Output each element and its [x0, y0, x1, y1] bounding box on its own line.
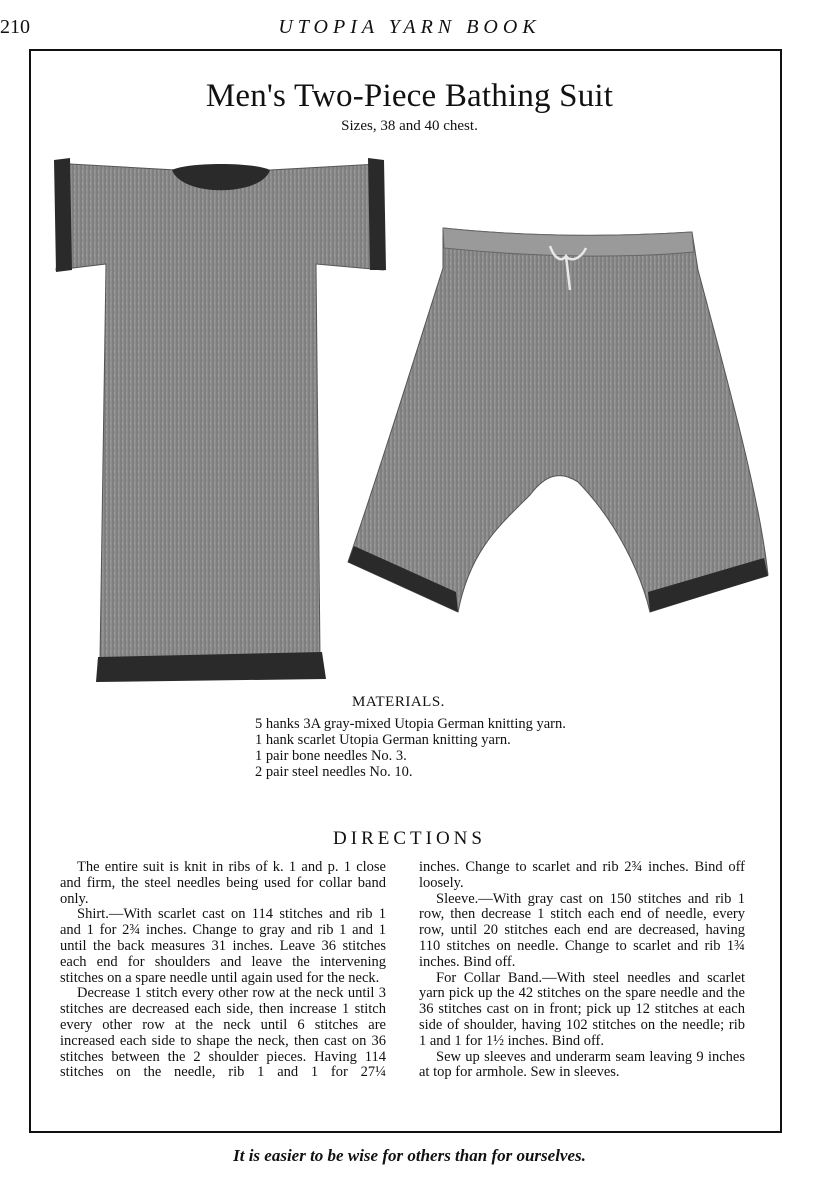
directions-right-column: [419, 860, 745, 1081]
page-title: Men's Two-Piece Bathing Suit: [205, 78, 614, 114]
direction-paragraph: Sleeve.—With gray cast on 150 stitches and rib 1 row, then decrease 1 stitch each end of needle, every row, until 20 stitches each end are decreased, having 110 stitches on needle. Change to scarlet and rib 1¾ inches. Bind off.: [419, 890, 745, 970]
directions-heading: DIRECTIONS: [333, 828, 486, 849]
direction-paragraph: inches. Change to scarlet and rib 2¾ inches. Bind off loosely.: [419, 859, 745, 891]
materials-heading: MATERIALS.: [352, 694, 445, 710]
page-number: 210: [0, 16, 30, 38]
sizes-subtitle: Sizes, 38 and 40 chest.: [341, 118, 478, 134]
materials-list: [240, 716, 580, 780]
direction-paragraph: For Collar Band.—With steel needles and scarlet yarn pick up the 42 stitches on the spare needle and the 36 stitches cast on in front; pick up 12 stitches at each side of shoulder, having 102 stitches on the needle; rib 1 and 1 for 1½ inches. Bind off.: [419, 969, 745, 1049]
running-title: UTOPIA YARN BOOK: [278, 16, 541, 38]
direction-paragraph: Shirt.—With scarlet cast on 114 stitches and rib 1 and 1 for 2¾ inches. Change to gray and rib 1 and 1 until the back measures 31 inches. Leave 36 stitches each end for shoulders and leave the intervening stitches on a spare needle until again used for the neck.: [60, 906, 386, 986]
material-item: 5 hanks 3A gray-mixed Utopia German knitting yarn.: [255, 716, 566, 732]
trunks-illustration: [340, 220, 775, 620]
direction-paragraph: Sew up sleeves and underarm seam leaving 9 inches at top for armhole. Sew in sleeves.: [419, 1048, 745, 1081]
direction-paragraph: The entire suit is knit in ribs of k. 1 and p. 1 close and firm, the steel needles being used for collar band only.: [60, 859, 386, 907]
trunks-body: [348, 228, 768, 612]
directions-left-column: [60, 860, 386, 1081]
shirt-body: [56, 164, 384, 660]
shirt-hem-trim: [96, 652, 326, 682]
material-item: 2 pair steel needles No. 10.: [255, 764, 413, 780]
material-item: 1 pair bone needles No. 3.: [255, 748, 407, 764]
material-item: 1 hank scarlet Utopia German knitting yarn.: [255, 732, 511, 748]
footer-motto: It is easier to be wise for others than for ourselves.: [233, 1146, 586, 1165]
direction-paragraph: Decrease 1 stitch every other row at the neck until 3 stitches are decreased each side, then increase 1 stitch every other row at the neck until 6 stitches are increased each side to shape the neck, then cast on 36 stitches between the 2 shoulder pieces. Having 114 stitches on the needle, rib 1 and 1 for 27¼: [60, 985, 386, 1081]
left-sleeve-trim: [54, 158, 72, 272]
